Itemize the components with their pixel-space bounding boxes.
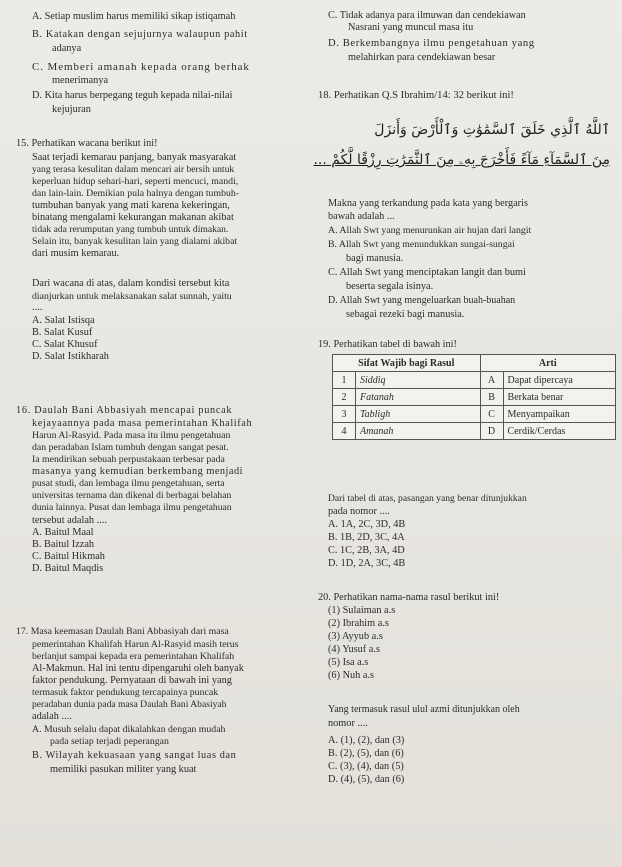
q15-line: keperluan hidup sehari-hari, seperti mencuci, mandi, bbox=[32, 176, 239, 187]
row-number: 2 bbox=[333, 389, 356, 406]
q17-option-a-cont: pada setiap terjadi peperangan bbox=[50, 736, 169, 747]
q16-title: 16. Daulah Bani Abbasiyah mencapai puncak bbox=[16, 405, 233, 416]
q16-line: pusat studi, dan lembaga ilmu pengetahuan, serta bbox=[32, 478, 225, 489]
q17-line: berlanjut sampai kepada era pemerintahan Khalifah bbox=[32, 651, 235, 662]
q15-line: .... bbox=[32, 302, 43, 313]
table-row bbox=[333, 372, 616, 389]
row-letter: A bbox=[480, 372, 503, 389]
option-d-prev-cont: melahirkan para cendekiawan besar bbox=[348, 52, 496, 63]
rasul-item: (3) Ayyub a.s bbox=[328, 631, 383, 642]
q19-option-d: D. 1D, 2A, 3C, 4B bbox=[328, 558, 406, 569]
q17-option-a: A. Musuh selalu dapat dikalahkan dengan mudah bbox=[32, 724, 226, 735]
q15-line: Saat terjadi kemarau panjang, banyak masyarakat bbox=[32, 152, 237, 163]
q16-option-d: D. Baitul Maqdis bbox=[32, 563, 104, 574]
q15-option-c: C. Salat Khusuf bbox=[32, 339, 98, 350]
arti-cell: Menyampaikan bbox=[503, 406, 615, 423]
q16-option-c: C. Baitul Hikmah bbox=[32, 551, 105, 562]
q17-line: termasuk faktor pendukung tercapainya puncak bbox=[32, 687, 219, 698]
q16-line: Harun Al-Rasyid. Pada masa itu ilmu pengetahuan bbox=[32, 430, 231, 441]
q15-option-a: A. Salat Istisqa bbox=[32, 315, 95, 326]
option-c-prev-cont: Nasrani yang muncul masa itu bbox=[348, 22, 474, 33]
option-b-cont: adanya bbox=[52, 43, 82, 54]
row-letter: B bbox=[480, 389, 503, 406]
row-letter: C bbox=[480, 406, 503, 423]
q16-line: tersebut adalah .... bbox=[32, 515, 107, 526]
q20-question-cont: nomor .... bbox=[328, 718, 368, 729]
option-c-prev: C. Tidak adanya para ilmuwan dan cendekiawan bbox=[328, 10, 526, 21]
option-c: C. Memberi amanah kepada orang berhak bbox=[32, 61, 250, 73]
q20-option-b: B. (2), (5), dan (6) bbox=[328, 748, 404, 759]
arti-cell: Cerdik/Cerdas bbox=[503, 423, 615, 440]
q17-line: adalah .... bbox=[32, 711, 72, 722]
rasul-item: (4) Yusuf a.s bbox=[328, 644, 380, 655]
q17-line: Al-Makmun. Hal ini tentu dipengaruhi oleh banyak bbox=[32, 663, 244, 674]
rasul-item: (6) Nuh a.s bbox=[328, 670, 375, 681]
q16-line: Ia mendirikan sebuah perpustakaan terbesar pada bbox=[32, 454, 225, 465]
q19-question-cont: pada nomor .... bbox=[328, 506, 390, 517]
q18-option-c-cont: beserta segala isinya. bbox=[346, 281, 434, 292]
q15-line: dari musim kemarau. bbox=[32, 248, 120, 259]
q20-option-d: D. (4), (5), dan (6) bbox=[328, 774, 405, 785]
q19-title: 19. Perhatikan tabel di bawah ini! bbox=[318, 339, 457, 350]
q19-option-b: B. 1B, 2D, 3C, 4A bbox=[328, 532, 405, 543]
rasul-item: (1) Sulaiman a.s bbox=[328, 605, 396, 616]
q16-option-b: B. Baitul Izzah bbox=[32, 539, 95, 550]
q17-line: faktor pendukung. Pernyataan di bawah ini yang bbox=[32, 675, 232, 686]
sifat-wajib-table bbox=[332, 354, 616, 440]
q16-line: masanya yang kemudian berkembang menjadi bbox=[32, 466, 244, 477]
table-header-arti: Arti bbox=[480, 355, 615, 372]
arabic-verse-line-2: مِنَ ٱلسَّمَآءِ مَآءً فَأَخْرَجَ بِهِۦ مِنَ ٱلثَّمَرَٰتِ رِزْقًا لَّكُمْ ... bbox=[313, 152, 610, 168]
sifat-cell: Tabligh bbox=[356, 406, 481, 423]
option-a: A. Setiap muslim harus memiliki sikap istiqamah bbox=[32, 11, 236, 22]
q16-line: dan peradaban Islam tumbuh dengan sangat pesat. bbox=[32, 442, 229, 453]
q17-title: 17. Masa keemasan Daulah Bani Abbasiyah dari masa bbox=[16, 626, 229, 637]
q17-line: pemerintahan Khalifah Harun Al-Rasyid masih terus bbox=[32, 639, 239, 650]
q18-option-d-cont: sebagai rezeki bagi manusia. bbox=[346, 309, 465, 320]
q18-option-b-cont: bagi manusia. bbox=[346, 253, 404, 264]
q20-question: Yang termasuk rasul ulul azmi ditunjukkan oleh bbox=[328, 704, 520, 715]
q18-question-cont: bawah adalah ... bbox=[328, 211, 395, 222]
q19-question: Dari tabel di atas, pasangan yang benar ditunjukkan bbox=[328, 493, 527, 504]
q15-line: tumbuhan banyak yang mati karena kekeringan, bbox=[32, 200, 230, 211]
q20-option-a: A. (1), (2), dan (3) bbox=[328, 735, 405, 746]
sifat-cell: Fatanah bbox=[356, 389, 481, 406]
q20-option-c: C. (3), (4), dan (5) bbox=[328, 761, 404, 772]
option-b: B. Katakan dengan sejujurnya walaupun pahit bbox=[32, 29, 248, 40]
q15-title: 15. Perhatikan wacana berikut ini! bbox=[16, 138, 158, 149]
q15-line: Selain itu, banyak kesulitan lain yang dialami akibat bbox=[32, 236, 238, 247]
q15-line: dan lain-lain. Demikian pula halnya dengan tumbuh- bbox=[32, 188, 240, 199]
q15-line: tidak ada rerumputan yang tumbuh untuk dimakan. bbox=[32, 224, 229, 235]
q16-line: kejayaannya pada masa pemerintahan Khalifah bbox=[32, 418, 253, 429]
q15-option-b: B. Salat Kusuf bbox=[32, 327, 93, 338]
q15-line: binatang mengalami kekurangan makanan akibat bbox=[32, 212, 234, 223]
q18-title: 18. Perhatikan Q.S Ibrahim/14: 32 berikut ini! bbox=[318, 90, 514, 101]
arti-cell: Dapat dipercaya bbox=[503, 372, 615, 389]
q18-question: Makna yang terkandung pada kata yang bergaris bbox=[328, 198, 528, 209]
arabic-verse-line-1: ٱللَّهُ ٱلَّذِي خَلَقَ ٱلسَّمَٰوَٰتِ وَٱلْأَرْضَ وَأَنزَلَ bbox=[374, 122, 610, 138]
q15-line: yang terasa kesulitan dalam mencari air bersih untuk bbox=[32, 164, 235, 175]
q16-line: dunia lainnya. Pusat dan lembaga ilmu pengetahuan bbox=[32, 502, 232, 513]
table-header-sifat: Sifat Wajib bagi Rasul bbox=[333, 355, 481, 372]
arti-cell: Berkata benar bbox=[503, 389, 615, 406]
rasul-item: (5) Isa a.s bbox=[328, 657, 369, 668]
table-row bbox=[333, 423, 616, 440]
q19-option-a: A. 1A, 2C, 3D, 4B bbox=[328, 519, 406, 530]
row-number: 3 bbox=[333, 406, 356, 423]
q15-line: dianjurkan untuk melaksanakan salat sunnah, yaitu bbox=[32, 291, 232, 302]
q18-option-c: C. Allah Swt yang menciptakan langit dan bumi bbox=[328, 267, 526, 278]
rasul-item: (2) Ibrahim a.s bbox=[328, 618, 389, 629]
option-d: D. Kita harus berpegang teguh kepada nilai-nilai bbox=[32, 90, 233, 101]
q20-title: 20. Perhatikan nama-nama rasul berikut ini! bbox=[318, 592, 500, 603]
sifat-cell: Siddiq bbox=[356, 372, 481, 389]
q19-option-c: C. 1C, 2B, 3A, 4D bbox=[328, 545, 405, 556]
row-letter: D bbox=[480, 423, 503, 440]
table-row bbox=[333, 406, 616, 423]
q18-option-b: B. Allah Swt yang menundukkan sungai-sungai bbox=[328, 239, 515, 250]
table-row bbox=[333, 389, 616, 406]
row-number: 1 bbox=[333, 372, 356, 389]
option-d-cont: kejujuran bbox=[52, 104, 91, 115]
row-number: 4 bbox=[333, 423, 356, 440]
q16-option-a: A. Baitul Maal bbox=[32, 527, 94, 538]
q18-option-a: A. Allah Swt yang menurunkan air hujan dari langit bbox=[328, 225, 532, 236]
q15-line: Dari wacana di atas, dalam kondisi tersebut kita bbox=[32, 278, 230, 289]
sifat-cell: Amanah bbox=[356, 423, 481, 440]
q17-line: peradaban dunia pada masa Daulah Bani Abasiyah bbox=[32, 699, 227, 710]
option-d-prev: D. Berkembangnya ilmu pengetahuan yang bbox=[328, 38, 535, 49]
option-c-cont: menerimanya bbox=[52, 75, 109, 86]
table-header-row bbox=[333, 355, 616, 372]
q15-option-d: D. Salat Istikharah bbox=[32, 351, 109, 362]
q17-option-b: B. Wilayah kekuasaan yang sangat luas dan bbox=[32, 750, 237, 761]
q16-line: universitas ternama dan dikenal di berbagai belahan bbox=[32, 490, 232, 501]
q18-option-d: D. Allah Swt yang mengeluarkan buah-buahan bbox=[328, 295, 516, 306]
q17-option-b-cont: memiliki pasukan militer yang kuat bbox=[50, 764, 197, 775]
